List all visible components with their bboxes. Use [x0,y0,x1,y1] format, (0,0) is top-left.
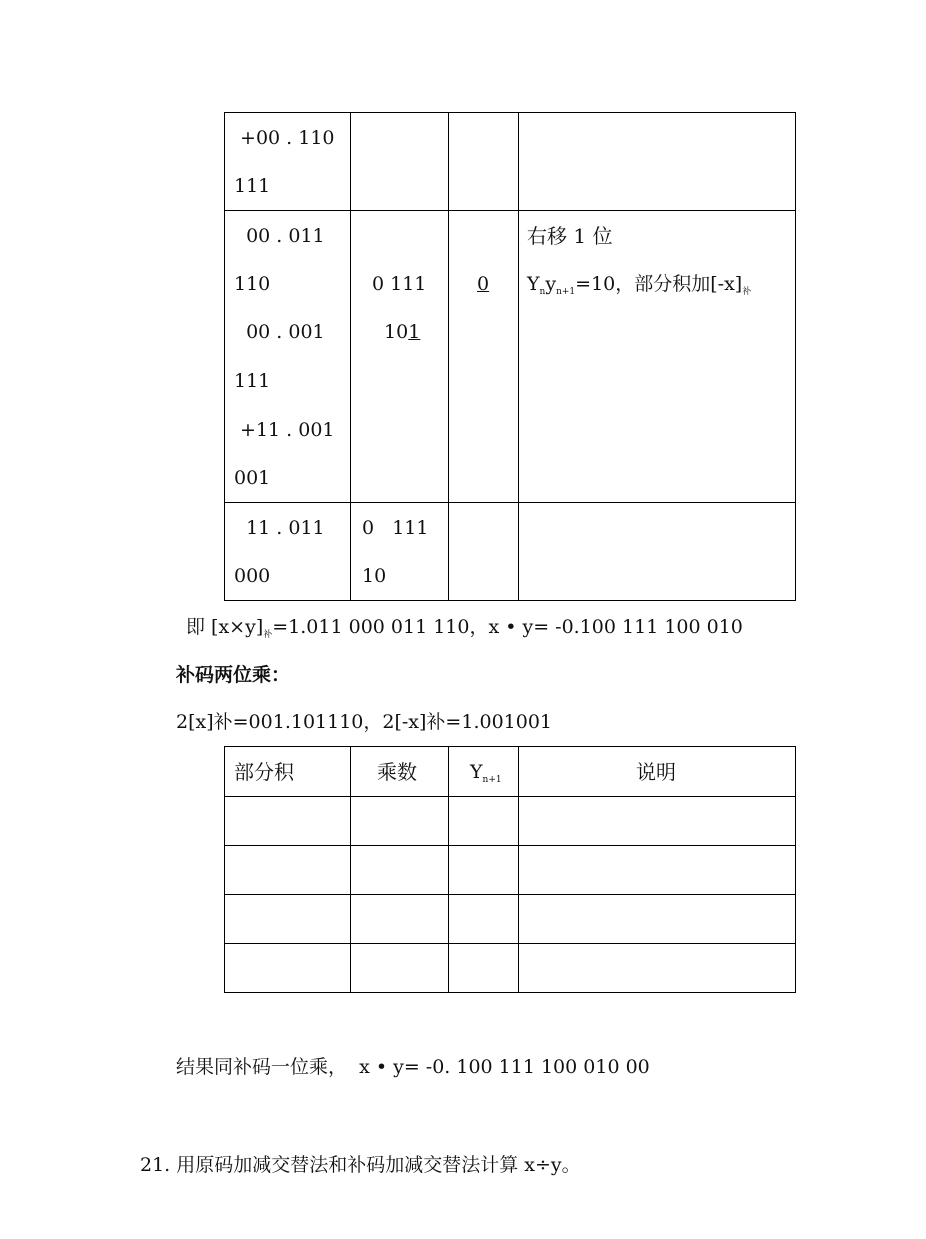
header-yn1-main: Y [470,761,483,783]
note-formula-y: y [545,273,557,295]
given-line: 2[x]补=001.101110，2[-x]补=1.001001 [176,711,553,733]
result-rest: =1.011 000 011 110，x • y= -0.100 111 100 010 [272,616,743,638]
multiplier-line: 10 [362,565,387,587]
table-1-divider [224,210,796,211]
partial-product-line: 00 . 011 [234,225,325,247]
partial-product-line: 001 [234,467,271,489]
partial-product-line: 00 . 001 [234,321,325,343]
partial-product-line: +00 . 110 [234,127,335,149]
table-1-border [795,112,796,601]
table-2-divider [448,746,449,993]
header-notes: 说明 [636,760,676,784]
table-2-divider [224,845,796,846]
header-partial-product: 部分积 [234,760,294,784]
partial-product-line: 111 [234,370,271,392]
conclusion-line: 结果同补码一位乘， x • y= -0. 100 111 100 010 00 [176,1056,650,1078]
result-line [186,614,743,648]
header-yn1-sub: n+1 [482,775,502,785]
header-yn1 [470,760,502,792]
multiplier-line: 0 111 [362,517,429,539]
table-2-border [224,992,796,993]
result-sub: 补 [263,630,273,640]
table-2-divider [518,746,519,993]
multiplier-digits: 10 [384,321,409,343]
note-formula [527,272,751,304]
multiplier-last-bit: 1 [408,321,421,343]
table-2-divider [224,894,796,895]
partial-product-line: 110 [234,273,271,295]
table-1-divider [448,112,449,601]
table-1-divider [518,112,519,601]
table-2-border [224,746,225,993]
note-formula-Y: Y [527,273,540,295]
yn1-value: 0 [477,273,490,295]
note-formula-sub: n+1 [556,287,576,297]
multiplier-line: 0 111 [372,273,427,295]
table-2-divider [350,746,351,993]
table-2-border [795,746,796,993]
note-formula-rest: =10，部分积加[-x] [575,273,743,295]
section-heading: 补码两位乘： [176,664,291,686]
partial-product-line: 11 . 011 [234,517,325,539]
partial-product-line: 111 [234,175,271,197]
table-1-border [224,112,225,601]
partial-product-line: +11 . 001 [234,419,335,441]
question-21: 21. 用原码加减交替法和补码加减交替法计算 x÷y。 [140,1154,581,1176]
note-text: 右移 1 位 [527,224,613,248]
header-multiplier: 乘数 [377,760,417,784]
result-prefix: 即 [x×y] [186,616,264,638]
multiplier-line [384,320,420,344]
table-1-border [224,112,796,113]
note-formula-sub: n [539,287,546,297]
table-1-border [224,600,796,601]
table-2-divider [224,796,796,797]
table-1-divider [224,502,796,503]
partial-product-line: 000 [234,565,271,587]
table-1-divider [350,112,351,601]
table-2-border [224,746,796,747]
note-formula-sub: 补 [742,287,752,297]
table-2-divider [224,943,796,944]
